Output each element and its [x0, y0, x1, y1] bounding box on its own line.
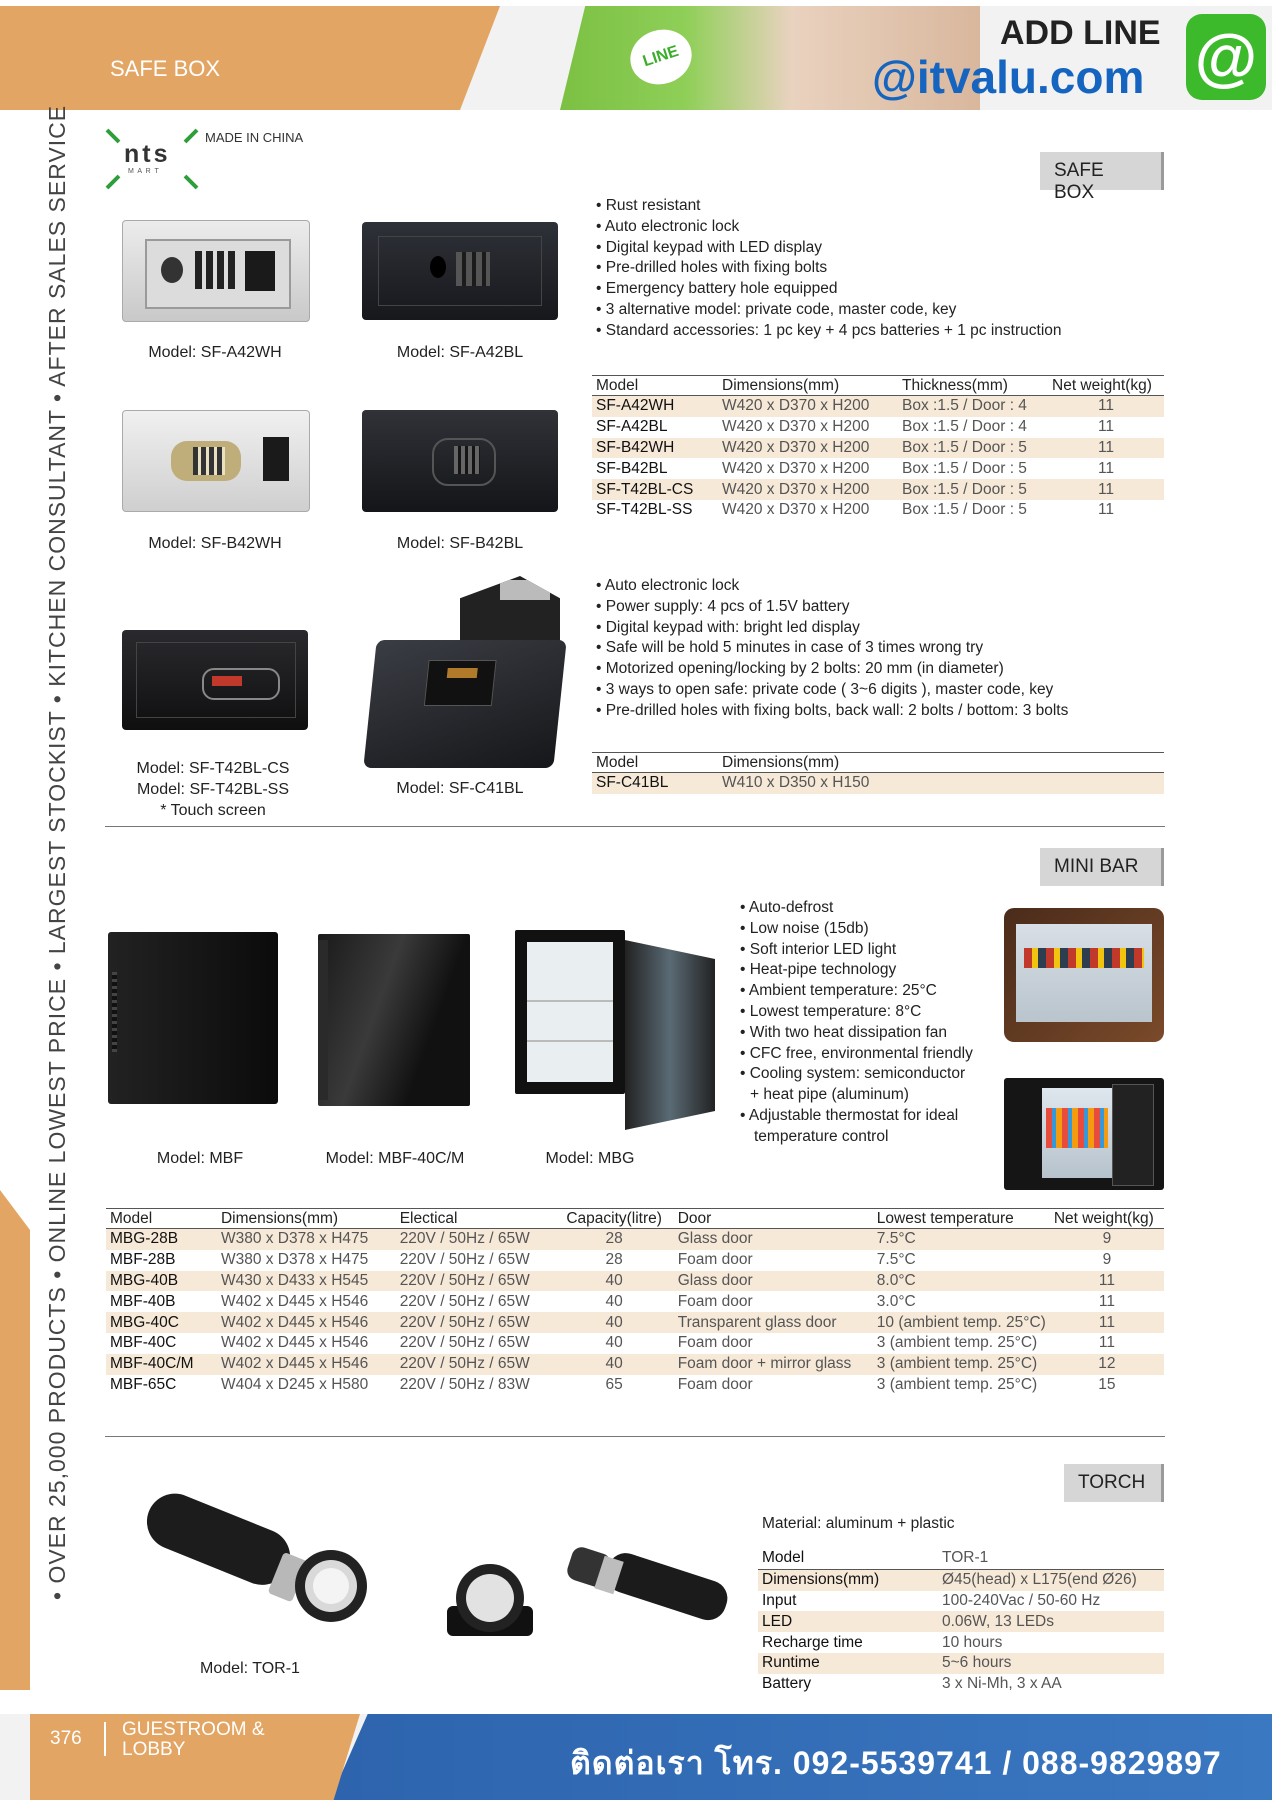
product-image-sf-c41bl [363, 640, 566, 768]
feature-item: • Rust resistant [596, 196, 1156, 217]
tab-safe-box: SAFE BOX [1040, 152, 1164, 190]
table-row: SF-A42BL W420 x D370 x H200 Box :1.5 / Door : 4 11 [596, 418, 1115, 436]
feature-item: • Soft interior LED light [740, 940, 1010, 961]
table-row: Dimensions(mm) Ø45(head) x L175(end Ø26) [758, 1569, 1164, 1590]
minibar-photo-stocked [1004, 1078, 1164, 1190]
table-row: SF-T42BL-CS W420 x D370 x H200 Box :1.5 / Door : 5 11 [592, 479, 1164, 500]
table-row: Model TOR-1 [758, 1548, 1164, 1569]
table-row: MBF-28B W380 x D378 x H475 220V / 50Hz / 65W 28 Foam door 7.5°C 9 [110, 1251, 1112, 1269]
feature-item: • Low noise (15db) [740, 919, 1010, 940]
line-at-icon[interactable]: @ [1186, 14, 1266, 100]
table-row: Input 100-240Vac / 50-60 Hz [762, 1591, 1101, 1609]
feature-item: • Ambient temperature: 25°C [740, 981, 1010, 1002]
feature-item: • Pre-drilled holes with fixing bolts, back wall: 2 bolts / bottom: 3 bolts [596, 701, 1166, 722]
table-row: Battery 3 x Ni-Mh, 3 x AA [762, 1675, 1062, 1693]
torch-icon [135, 1490, 375, 1630]
tab-mini-bar: MINI BAR [1040, 848, 1164, 886]
product-image-sf-t42bl [122, 630, 308, 730]
add-line-label: ADD LINE [1000, 14, 1161, 52]
section-divider [105, 1436, 1165, 1437]
feature-continuation: + heat pipe (aluminum) [750, 1086, 909, 1104]
safe-spec-table-b [592, 752, 1164, 794]
table-row: MBF-40C/M W402 x D445 x H546 220V / 50Hz / 65W 40 Foam door + mirror glass 3 (ambient temp. 25°C) 12 [106, 1354, 1164, 1375]
feature-item: • Adjustable thermostat for ideal [740, 1106, 1010, 1127]
footer-category-line2: LOBBY [122, 1739, 186, 1760]
model-caption-sf-a42bl: Model: SF-A42BL [396, 344, 524, 361]
footer-category [122, 1720, 265, 1760]
table-row: MBF-40C W402 x D445 x H546 220V / 50Hz / 65W 40 Foam door 3 (ambient temp. 25°C) 11 [110, 1334, 1115, 1352]
brand-logo-sub: M A R T [128, 168, 160, 175]
model-caption-sf-c41bl: Model: SF-C41BL [396, 780, 524, 797]
table-header: Dimensions(mm) [217, 1209, 396, 1229]
table-header: Net weight(kg) [1048, 376, 1164, 396]
model-caption-sf-t42bl-cs: Model: SF-T42BL-CS [136, 760, 290, 777]
feature-item: • Heat-pipe technology [740, 960, 1010, 981]
safe-features-a [596, 196, 1156, 342]
product-image-mbg [515, 930, 625, 1094]
safe-spec-table-a [592, 375, 1164, 521]
feature-item: • Motorized opening/locking by 2 bolts: 20 mm (in diameter) [596, 659, 1166, 680]
table-row: MBG-28B W380 x D378 x H475 220V / 50Hz / 65W 28 Glass door 7.5°C 9 [106, 1229, 1164, 1250]
side-banner-text: • OVER 25,000 PRODUCTS • ONLINE LOWEST PRICE • LARGEST STOCKIST • KITCHEN CONSULTANT • AFTER SALES SERVICE [44, 104, 70, 1600]
feature-item: • Standard accessories: 1 pc key + 4 pcs batteries + 1 pc instruction [596, 321, 1156, 342]
table-row: SF-A42WH W420 x D370 x H200 Box :1.5 / Door : 4 11 [592, 396, 1164, 417]
torch-material: Material: aluminum + plastic [762, 1515, 955, 1532]
table-row: MBF-65C W404 x D245 x H580 220V / 50Hz / 83W 65 Foam door 3 (ambient temp. 25°C) 15 [110, 1375, 1116, 1393]
table-header: Door [674, 1209, 873, 1229]
table-row: Recharge time 10 hours [762, 1633, 1003, 1651]
model-caption-mbg: Model: MBG [545, 1150, 635, 1167]
table-row: MBG-40B W430 x D433 x H545 220V / 50Hz / 65W 40 Glass door 8.0°C 11 [106, 1271, 1164, 1292]
table-header: Thickness(mm) [898, 376, 1048, 396]
product-image-sf-a42bl [362, 222, 558, 320]
page-section-title: SAFE BOX [110, 56, 221, 81]
brand-logo-text: nts [124, 140, 171, 168]
feature-item: • 3 ways to open safe: private code ( 3~6 digits ), master code, key [596, 680, 1166, 701]
page-number: 376 [50, 1728, 82, 1749]
product-image-mbf-40cm [318, 934, 470, 1106]
table-header: Lowest temperature [873, 1209, 1050, 1229]
origin-label: MADE IN CHINA [205, 130, 304, 145]
product-image-mbf [108, 932, 278, 1104]
torch-front-icon [445, 1550, 535, 1640]
feature-item: • Auto-defrost [740, 898, 1010, 919]
feature-item: • Auto electronic lock [596, 217, 1156, 238]
feature-item: • 3 alternative model: private code, master code, key [596, 300, 1156, 321]
feature-item: • Cooling system: semiconductor [740, 1064, 1010, 1085]
header-section-banner [0, 6, 500, 110]
table-row: Runtime 5~6 hours [758, 1653, 1164, 1674]
minibar-features [740, 898, 1010, 1148]
table-row: MBF-40B W402 x D445 x H546 220V / 50Hz / 65W 40 Foam door 3.0°C 11 [110, 1292, 1115, 1310]
feature-item: • Power supply: 4 pcs of 1.5V battery [596, 597, 1166, 618]
safe-features-b [596, 576, 1166, 722]
product-image-sf-b42bl [362, 410, 558, 512]
table-row: SF-T42BL-SS W420 x D370 x H200 Box :1.5 / Door : 5 11 [596, 501, 1115, 519]
feature-item: • With two heat dissipation fan [740, 1023, 1010, 1044]
feature-item: • Digital keypad with LED display [596, 238, 1156, 259]
model-caption-sf-t42bl-ss: Model: SF-T42BL-SS [136, 781, 290, 798]
torch-side-icon [565, 1540, 735, 1630]
table-header: Model [592, 376, 718, 396]
contact-phone[interactable]: ติดต่อเรา โทร. 092-5539741 / 088-9829897 [570, 1745, 1222, 1781]
product-image-mbg-door [625, 940, 715, 1130]
minibar-photo-interior [1004, 908, 1164, 1042]
tab-torch: TORCH [1064, 1464, 1164, 1502]
touch-screen-note: * Touch screen [160, 802, 266, 819]
torch-spec-table [758, 1548, 1164, 1695]
product-image-torch-front [445, 1550, 535, 1640]
feature-item: • Pre-drilled holes with fixing bolts [596, 258, 1156, 279]
table-header: Dimensions(mm) [718, 376, 898, 396]
table-header: Electical [396, 1209, 555, 1229]
line-logo-icon: LINE [623, 22, 699, 93]
minibar-spec-table [106, 1208, 1164, 1395]
model-caption-mbf: Model: MBF [156, 1150, 244, 1167]
table-header: Model [592, 753, 718, 773]
table-row: SF-B42WH W420 x D370 x H200 Box :1.5 / Door : 5 11 [592, 438, 1164, 459]
line-id[interactable]: @itvalu.com [872, 51, 1145, 103]
product-image-torch-side [565, 1540, 735, 1630]
model-caption-sf-b42bl: Model: SF-B42BL [396, 535, 524, 552]
product-image-torch-main [135, 1490, 375, 1630]
table-row: LED 0.06W, 13 LEDs [758, 1611, 1164, 1632]
product-image-sf-c41bl-open [460, 576, 560, 650]
model-caption-sf-a42wh: Model: SF-A42WH [148, 344, 282, 361]
table-header: Capacity(litre) [555, 1209, 674, 1229]
model-caption-sf-b42wh: Model: SF-B42WH [148, 535, 282, 552]
table-header: Net weight(kg) [1050, 1209, 1164, 1229]
feature-item: • Auto electronic lock [596, 576, 1166, 597]
table-header: Dimensions(mm) [718, 753, 1164, 773]
model-caption-mbf-40cm: Model: MBF-40C/M [325, 1150, 465, 1167]
feature-item: • Digital keypad with: bright led display [596, 618, 1166, 639]
table-row: SF-C41BL W410 x D350 x H150 [592, 773, 1164, 794]
product-image-sf-a42wh [122, 220, 310, 322]
footer-divider [104, 1722, 106, 1756]
feature-item: • CFC free, environmental friendly [740, 1044, 1010, 1065]
section-divider [105, 826, 1165, 827]
table-header: Model [106, 1209, 217, 1229]
model-caption-tor-1: Model: TOR-1 [200, 1660, 300, 1677]
feature-item: • Lowest temperature: 8°C [740, 1002, 1010, 1023]
feature-item: • Emergency battery hole equipped [596, 279, 1156, 300]
feature-continuation: temperature control [754, 1127, 889, 1145]
table-row: MBG-40C W402 x D445 x H546 220V / 50Hz / 65W 40 Transparent glass door 10 (ambient temp. 25°C) 11 [106, 1312, 1164, 1333]
side-accent [0, 1190, 30, 1690]
product-image-sf-b42wh [122, 410, 310, 512]
table-row: SF-B42BL W420 x D370 x H200 Box :1.5 / Door : 5 11 [596, 459, 1115, 477]
feature-item: • Safe will be hold 5 minutes in case of 3 times wrong try [596, 638, 1166, 659]
footer-category-line1: GUESTROOM & [122, 1719, 265, 1740]
